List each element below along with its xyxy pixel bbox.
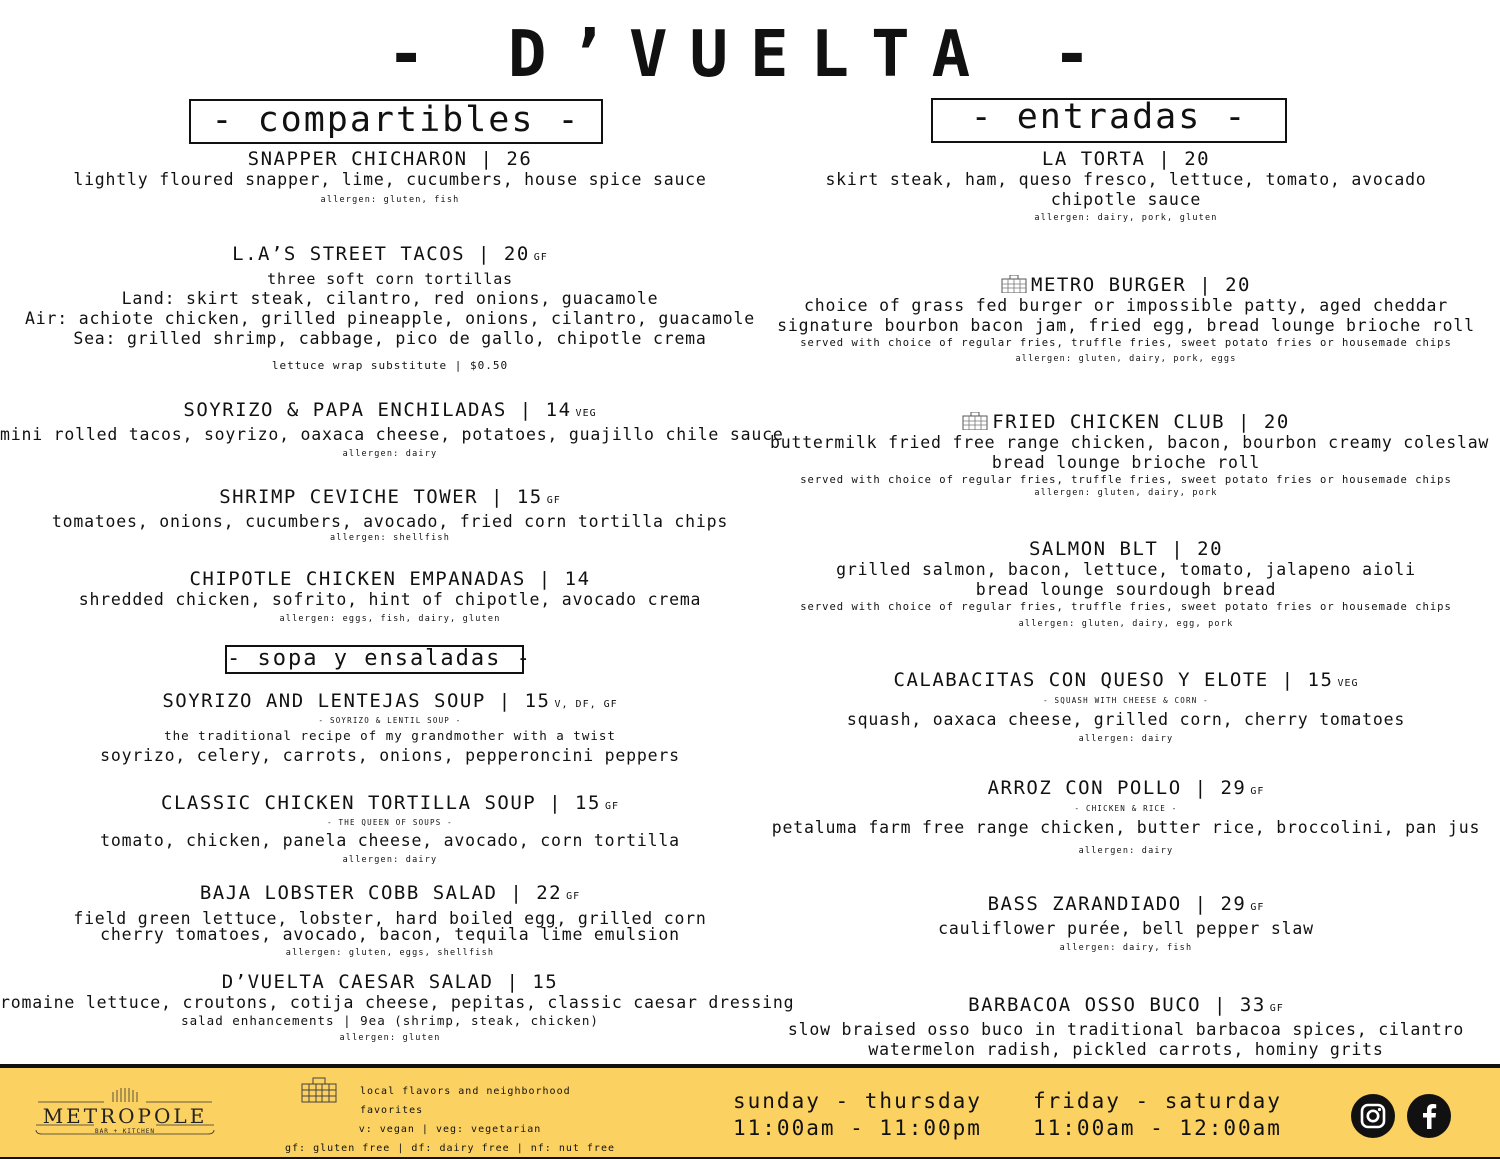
item-desc: petaluma farm free range chicken, butter rice, broccolini, pan jus bbox=[771, 818, 1481, 837]
menu-item-arroz-con-pollo bbox=[770, 777, 1482, 857]
menu-item-street-tacos bbox=[0, 243, 780, 374]
item-name-row bbox=[0, 690, 780, 716]
item-name: SOYRIZO AND LENTEJAS SOUP | 15 bbox=[162, 690, 551, 712]
hours-weekday bbox=[733, 1088, 982, 1142]
item-name: BARBACOA OSSO BUCO | 33 bbox=[968, 994, 1266, 1016]
logo-wordmark: METROPOLE bbox=[42, 1104, 208, 1128]
footer-bar bbox=[0, 1064, 1500, 1159]
item-desc: Land: skirt steak, cilantro, red onions, guacamole bbox=[121, 289, 659, 308]
item-desc: watermelon radish, pickled carrots, hominy grits bbox=[868, 1040, 1384, 1059]
allergen-note: allergen: dairy bbox=[1078, 734, 1174, 744]
item-name: CLASSIC CHICKEN TORTILLA SOUP | 15 bbox=[161, 792, 601, 814]
hours-time: 11:00am - 11:00pm bbox=[733, 1116, 982, 1140]
item-subtitle: - CHICKEN & RICE - bbox=[1074, 804, 1178, 813]
section-header-compartibles: - compartibles - bbox=[189, 99, 603, 144]
item-desc: chipotle sauce bbox=[1050, 190, 1202, 209]
item-name-row bbox=[0, 243, 780, 269]
allergen-note: allergen: dairy bbox=[1078, 846, 1174, 856]
item-name: SALMON BLT | 20 bbox=[1028, 538, 1224, 560]
legend-line: v: vegan | veg: vegetarian bbox=[358, 1124, 542, 1135]
served-note: served with choice of regular fries, truffle fries, sweet potato fries or housemade chips bbox=[800, 337, 1452, 349]
left-column bbox=[0, 0, 795, 1060]
served-note: served with choice of regular fries, truffle fries, sweet potato fries or housemade chips bbox=[800, 474, 1452, 486]
item-desc: cherry tomatoes, avocado, bacon, tequila lime emulsion bbox=[100, 925, 680, 944]
instagram-icon[interactable] bbox=[1351, 1094, 1395, 1138]
item-desc: soyrizo, celery, carrots, onions, pepperoncini peppers bbox=[100, 746, 680, 765]
item-desc: three soft corn tortillas bbox=[267, 270, 513, 288]
menu-item-snapper-chicharon bbox=[0, 148, 780, 206]
section-header-sopa: - sopa y ensaladas - bbox=[225, 645, 524, 674]
hours-time: 11:00am - 12:00am bbox=[1033, 1116, 1282, 1140]
right-column bbox=[770, 0, 1490, 1060]
item-desc: tomato, chicken, panela cheese, avocado, corn tortilla bbox=[100, 831, 680, 850]
item-desc: lightly floured snapper, lime, cucumbers, house spice sauce bbox=[73, 170, 707, 189]
item-name: SHRIMP CEVICHE TOWER | 15 bbox=[219, 486, 543, 508]
metropole-logo bbox=[34, 1088, 216, 1136]
allergen-note: allergen: dairy bbox=[342, 855, 438, 865]
item-name: L.A’S STREET TACOS | 20 bbox=[232, 243, 530, 265]
allergen-note: allergen: shellfish bbox=[329, 533, 451, 543]
diet-tag: GF bbox=[604, 801, 619, 812]
hours-days: sunday - thursday bbox=[733, 1089, 982, 1113]
diet-tag: GF bbox=[1250, 786, 1265, 797]
item-desc: romaine lettuce, croutons, cotija cheese, pepitas, classic caesar dressing bbox=[0, 993, 795, 1012]
diet-tag: V, DF, GF bbox=[554, 699, 618, 710]
item-name-row bbox=[0, 399, 780, 425]
menu-item-metro-burger bbox=[770, 274, 1482, 365]
diet-legend bbox=[270, 1082, 630, 1158]
item-name: ARROZ CON POLLO | 29 bbox=[987, 777, 1247, 799]
item-name-row bbox=[770, 274, 1482, 296]
item-desc: signature bourbon bacon jam, fried egg, bread lounge brioche roll bbox=[777, 316, 1475, 335]
menu-item-fried-chicken-club bbox=[770, 411, 1490, 499]
item-note: lettuce wrap substitute | $0.50 bbox=[271, 359, 509, 372]
allergen-note: allergen: gluten, dairy, egg, pork bbox=[1018, 619, 1234, 629]
menu-item-lentejas-soup bbox=[0, 690, 780, 766]
item-desc: buttermilk fried free range chicken, bacon, bourbon creamy coleslaw bbox=[770, 433, 1490, 452]
item-name: BAJA LOBSTER COBB SALAD | 22 bbox=[199, 882, 563, 904]
diet-tag: GF bbox=[533, 252, 548, 263]
menu-item-lobster-cobb bbox=[0, 882, 780, 959]
item-name: CALABACITAS CON QUESO Y ELOTE | 15 bbox=[893, 669, 1334, 691]
item-name-row bbox=[770, 994, 1482, 1020]
building-icon bbox=[1001, 275, 1027, 293]
building-icon bbox=[962, 412, 988, 430]
item-desc: shredded chicken, sofrito, hint of chipotle, avocado crema bbox=[78, 590, 702, 609]
item-subtitle: - THE QUEEN OF SOUPS - bbox=[327, 818, 453, 827]
item-name-row bbox=[0, 882, 780, 908]
item-name-row bbox=[0, 792, 780, 818]
item-desc: choice of grass fed burger or impossible patty, aged cheddar bbox=[803, 296, 1449, 315]
diet-tag: VEG bbox=[1337, 678, 1359, 689]
instagram-glyph bbox=[1351, 1094, 1395, 1138]
served-note: served with choice of regular fries, truffle fries, sweet potato fries or housemade chips bbox=[800, 601, 1452, 613]
hours-days: friday - saturday bbox=[1033, 1089, 1282, 1113]
item-name: LA TORTA | 20 bbox=[1041, 148, 1211, 170]
item-desc: mini rolled tacos, soyrizo, oaxaca cheese, potatoes, guajillo chile sauce bbox=[0, 425, 784, 444]
item-desc: squash, oaxaca cheese, grilled corn, cherry tomatoes bbox=[846, 710, 1406, 729]
legend-line: gf: gluten free | df: dairy free | nf: nut free bbox=[285, 1143, 615, 1154]
allergen-note: allergen: eggs, fish, dairy, gluten bbox=[279, 614, 501, 624]
item-intro: the traditional recipe of my grandmother with a twist bbox=[164, 728, 616, 743]
facebook-icon[interactable] bbox=[1407, 1094, 1451, 1138]
item-name: FRIED CHICKEN CLUB | 20 bbox=[992, 411, 1290, 433]
item-name: BASS ZARANDIADO | 29 bbox=[987, 893, 1247, 915]
item-note: salad enhancements | 9ea (shrimp, steak, chicken) bbox=[181, 1013, 599, 1028]
allergen-note: allergen: dairy, pork, gluten bbox=[1034, 213, 1218, 223]
legend-tagline: local flavors and neighborhood favorites bbox=[360, 1086, 571, 1116]
item-subtitle: - SQUASH WITH CHEESE & CORN - bbox=[1043, 696, 1209, 705]
menu-item-calabacitas bbox=[770, 669, 1482, 745]
menu-item-osso-buco bbox=[770, 994, 1482, 1060]
item-desc: bread lounge sourdough bread bbox=[975, 580, 1277, 599]
allergen-note: allergen: gluten bbox=[339, 1033, 441, 1043]
item-name: D’VUELTA CAESAR SALAD | 15 bbox=[221, 971, 559, 993]
item-name: METRO BURGER | 20 bbox=[1031, 274, 1251, 296]
menu-item-enchiladas bbox=[0, 399, 784, 460]
item-desc: field green lettuce, lobster, hard boiled egg, grilled corn bbox=[73, 909, 707, 928]
menu-item-caesar-salad bbox=[0, 971, 795, 1044]
item-name-row bbox=[0, 486, 780, 512]
facebook-glyph bbox=[1407, 1094, 1451, 1138]
item-desc: skirt steak, ham, queso fresco, lettuce, tomato, avocado bbox=[825, 170, 1427, 189]
item-desc: slow braised osso buco in traditional barbacoa spices, cilantro bbox=[787, 1020, 1465, 1039]
allergen-note: allergen: dairy, fish bbox=[1059, 943, 1193, 953]
item-desc: bread lounge brioche roll bbox=[991, 453, 1261, 472]
item-desc: Sea: grilled shrimp, cabbage, pico de gallo, chipotle crema bbox=[73, 329, 707, 348]
menu-title: - D’VUELTA - bbox=[386, 18, 1114, 92]
diet-tag: GF bbox=[1250, 902, 1265, 913]
item-subtitle: - SOYRIZO & LENTIL SOUP - bbox=[318, 716, 462, 725]
allergen-note: allergen: gluten, eggs, shellfish bbox=[285, 948, 495, 958]
menu-item-la-torta bbox=[770, 148, 1482, 224]
item-desc: Air: achiote chicken, grilled pineapple, onions, cilantro, guacamole bbox=[25, 309, 755, 328]
item-name: CHIPOTLE CHICKEN EMPANADAS | 14 bbox=[189, 568, 591, 590]
allergen-note: allergen: gluten, dairy, pork bbox=[1034, 488, 1218, 498]
hours-weekend bbox=[1033, 1088, 1282, 1142]
item-desc: cauliflower purée, bell pepper slaw bbox=[938, 919, 1314, 938]
menu-item-ceviche bbox=[0, 486, 780, 544]
item-name-row bbox=[770, 893, 1482, 919]
allergen-note: allergen: gluten, dairy, pork, eggs bbox=[1015, 354, 1237, 364]
item-name: SOYRIZO & PAPA ENCHILADAS | 14 bbox=[183, 399, 572, 421]
item-desc: tomatoes, onions, cucumbers, avocado, fried corn tortilla chips bbox=[51, 512, 729, 531]
item-name: SNAPPER CHICHARON | 26 bbox=[247, 148, 533, 170]
logo-subtitle: BAR + KITCHEN bbox=[95, 1128, 155, 1135]
section-header-entradas: - entradas - bbox=[931, 98, 1287, 143]
diet-tag: VEG bbox=[575, 408, 597, 419]
item-name-row bbox=[770, 669, 1482, 695]
menu-item-tortilla-soup bbox=[0, 792, 780, 866]
item-name-row bbox=[770, 777, 1482, 803]
diet-tag: GF bbox=[566, 891, 581, 902]
item-name-row bbox=[770, 411, 1482, 433]
menu-item-bass-zarandiado bbox=[770, 893, 1482, 954]
allergen-note: allergen: gluten, fish bbox=[320, 195, 460, 205]
allergen-note: allergen: dairy bbox=[342, 449, 438, 459]
diet-tag: GF bbox=[546, 495, 561, 506]
item-desc: grilled salmon, bacon, lettuce, tomato, jalapeno aioli bbox=[836, 560, 1416, 579]
menu-item-empanadas bbox=[0, 568, 780, 625]
diet-tag: GF bbox=[1269, 1003, 1284, 1014]
menu-item-salmon-blt bbox=[770, 538, 1482, 630]
